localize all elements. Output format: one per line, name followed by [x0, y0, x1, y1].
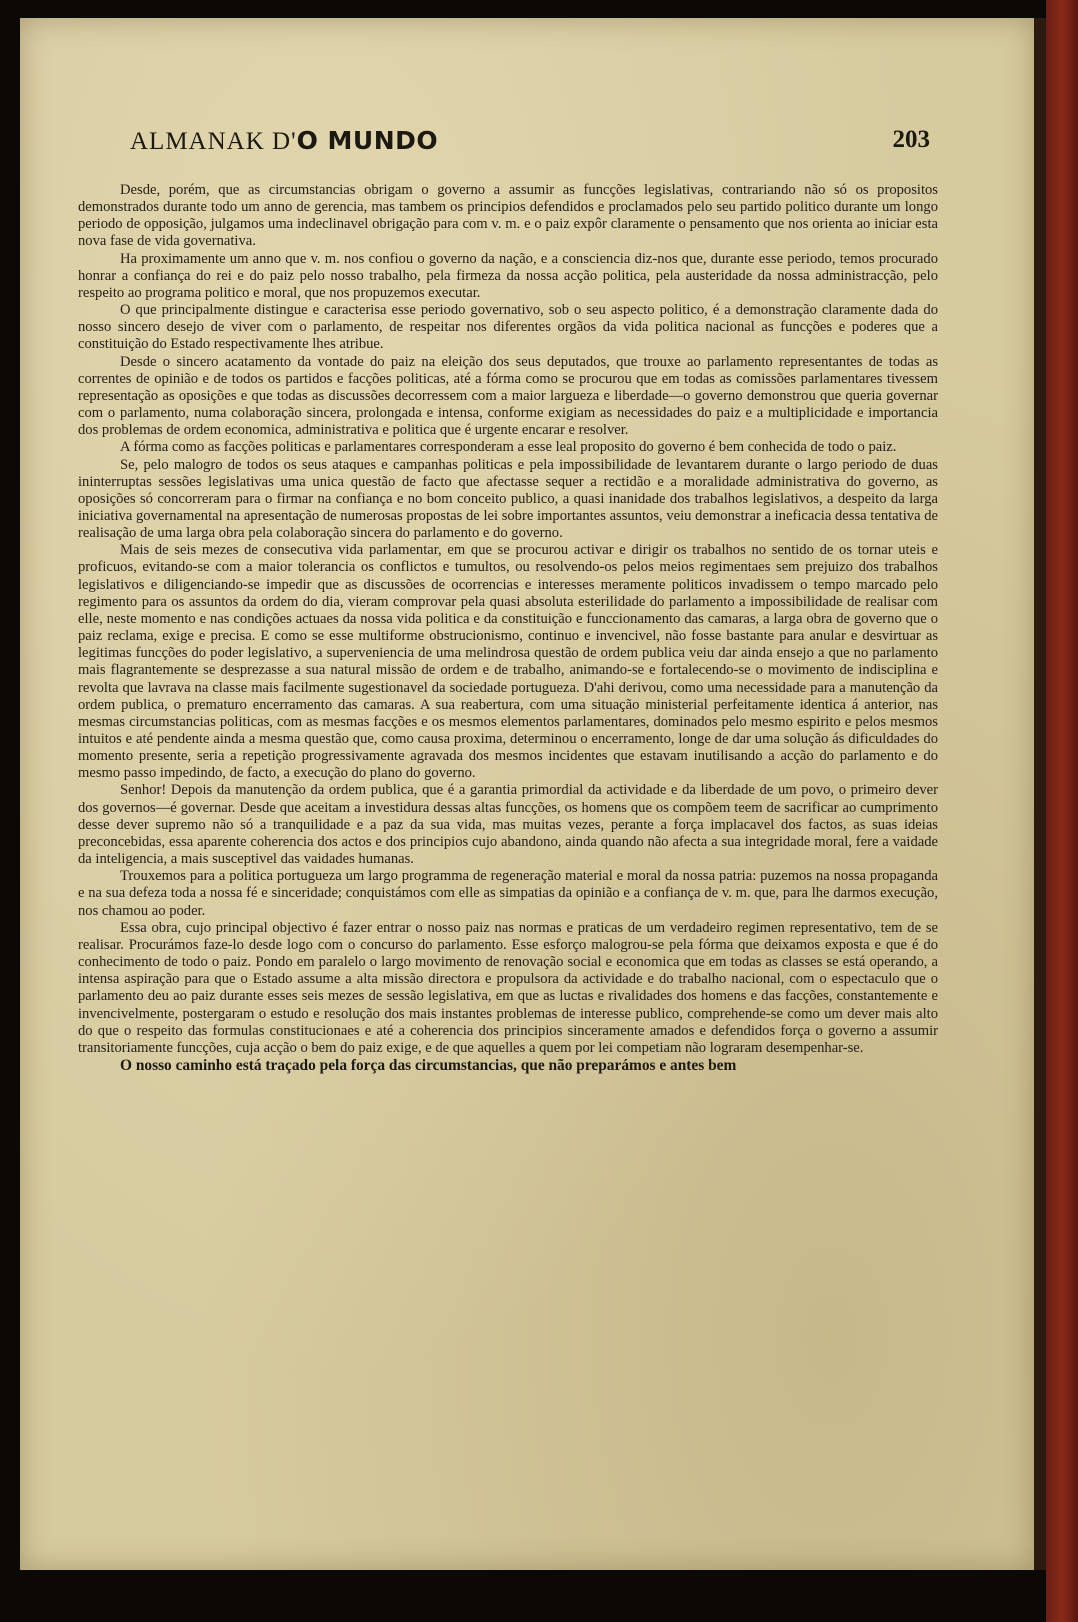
page-number: 203: [892, 126, 930, 153]
paragraph: Senhor! Depois da manutenção da ordem publica, que é a garantia primordial da actividade e da liberdade de um povo, o primeiro dever dos governos—é governar. Desde que aceitam a investidura dessas altas funcções, os homens que os compõem teem de sacrificar ao cumprimento desse dever supremo não só a tranquilidade e a paz da sua vida, mas muitas vezes, perante a força implacavel dos factos, as suas ideias preconcebidas, essa aparente coherencia dos actos e dos principios cujo abandono, ainda quando não afecta a sua integridade moral, fere a vaidade da inteligencia, a mais susceptivel das vaidades humanas.: [78, 782, 938, 868]
book-cover-edge: [1046, 0, 1078, 1622]
running-title-brand: O MUNDO: [296, 126, 439, 155]
paragraph: Ha proximamente um anno que v. m. nos confiou o governo da nação, e a consciencia diz-nos que, durante esse periodo, temos procurado honrar a confiança do rei e do paiz pelo nosso trabalho, pela firmeza da nossa acção politica, pela austeridade da nossa administracção, pelo respeito ao programa politico e moral, que nos propuzemos executar.: [78, 250, 938, 301]
paragraph: Essa obra, cujo principal objectivo é fazer entrar o nosso paiz nas normas e praticas de um verdadeiro regimen representativo, tem de se realisar. Procurámos faze-lo desde logo com o concurso do parlamento. Esse esforço malogrou-se pela fórma que deixamos exposta e que é do conhecimento de todo o paiz. Pondo em paralelo o largo movimento de renovação social e economica que em todas as classes se está operando, a intensa aspiração para que o Estado assume a alta missão directora e propulsora da actividade e do trabalho nacional, com o espectaculo que o parlamento deu ao paiz durante esses seis mezes de sessão legislativa, em que as luctas e rivalidades dos homens e das facções, constantemente e invencivelmente, postergaram o estudo e resolução dos mais instantes problemas de interesse publico, comprehende-se como um dever mais alto do que o respeito das formulas constitucionaes e até a coherencia dos principios sinceramente amados e defendidos força o governo a assumir transitoriamente funcções, cuja acção o bem do paiz exige, e de que aquelles a quem por lei competiam não lograram desempenhar-se.: [78, 919, 938, 1056]
running-title: [130, 126, 438, 156]
page-gutter-shadow: [1034, 18, 1046, 1570]
article-body: [78, 182, 938, 1074]
paragraph: Se, pelo malogro de todos os seus ataques e campanhas politicas e pela impossibilidade de levantarem durante o largo periodo de duas ininterruptas sessões legislativas uma unica questão de facto que afectasse sequer a rectidão e a moralidade administrativa do governo, as oposições só concorreram para o firmar na confiança e no bom conceito publico, a quasi inanidade dos trabalhos legislativos, a despeito da larga iniciativa governamental na apresentação de numerosas propostas de lei sobre importantes assuntos, veiu demonstrar a ineficacia dessa tentativa de realisação de uma larga obra pela colaboração sincera do parlamento e do governo.: [78, 456, 938, 542]
paragraph: O que principalmente distingue e caracterisa esse periodo governativo, sob o seu aspecto politico, é a demonstração claramente dada do nosso sincero desejo de viver com o parlamento, de respeitar nos diferentes orgãos da vida politica nacional as funcções e poderes que a constituição do Estado respectivamente lhes atribue.: [78, 302, 938, 353]
paragraph: Desde o sincero acatamento da vontade do paiz na eleição dos seus deputados, que trouxe ao parlamento representantes de todas as correntes de opinião e de todos os partidos e facções politicas, até a fórma como se procurou que em todas as comissões parlamentares tivessem representação as oposições e que todas as discussões decorressem com a maior largueza e liberdade—o governo demonstrou que queria governar com o parlamento, numa colaboração sincera, prolongada e intensa, conforme exigiam as necessidades do paiz e a multiplicidade e importancia dos problemas de ordem economica, administrativa e politica que é urgente encarar e resolver.: [78, 353, 938, 439]
paragraph: Desde, porém, que as circumstancias obrigam o governo a assumir as funcções legislativas, contrariando não só os propositos demonstrados durante todo um anno de gerencia, mas tambem os principios defendidos e proclamados pelo seu partido politico durante um longo periodo de opposição, julgamos uma indeclinavel obrigação para com v. m. e o paiz expôr claramente o pensamento que nos orienta ao iniciar esta nova fase de vida governativa.: [78, 182, 938, 250]
paragraph-final-line: O nosso caminho está traçado pela força das circumstancias, que não preparámos e antes bem: [120, 1056, 737, 1074]
paragraph: A fórma como as facções politicas e parlamentares corresponderam a esse leal proposito do governo é bem conhecida de todo o paiz.: [120, 439, 897, 456]
paragraph: Mais de seis mezes de consecutiva vida parlamentar, em que se procurou activar e dirigir os trabalhos no sentido de os tornar uteis e proficuos, evitando-se com a maior tolerancia os conflictos e tumultos, ou resolvendo-os pelos meios regimentaes sem prejuizo dos trabalhos legislativos e diligenciando-se impedir que as discussões de ocorrencias e interesses meramente politicos invadissem o tempo marcado pelo regimento para os assuntos da ordem do dia, vieram comprovar pela quasi absoluta esterilidade do parlamento a impossibilidade de realisar com elle, neste momento e nas condições actuaes da nossa vida politica e da constituição e funccionamento das camaras, a larga obra de governo que o paiz reclama, exige e precisa. E como se esse multiforme obstrucionismo, continuo e invencivel, não fosse bastante para anular e desvirtuar as legitimas funcções do poder legislativo, a superveniencia de uma melindrosa questão de ordem publica veiu dar ainda ensejo a que no parlamento mais flagrantemente se desprezasse a sua natural missão de ordem e de trabalho, animando-se e fortalecendo-se o movimento de indisciplina e revolta que lavrava na classe mais facilmente sugestionavel da sociedade portugueza. D'ahi derivou, como uma necessidade para a manutenção da ordem publica, o prematuro encerramento das camaras. A sua reabertura, com uma situação ministerial perfeitamente identica á anterior, nas mesmas circumstancias politicas, com as mesmas facções e os mesmos elementos parlamentares, dominados pelo mesmo espirito e pelos mesmos intuitos e até pendente ainda a mesma questão que, como causa proxima, determinou o encerramento, longe de dar uma solução ás dificuldades do momento presente, seria a repetição progressivamente agravada dos mesmos incidentes que estavam inutilisando a acção do parlamento e do mesmo passo impedindo, de facto, a execução do plano do governo.: [78, 542, 938, 782]
page-header: [130, 126, 930, 160]
running-title-prefix: ALMANAK D': [130, 128, 297, 155]
paragraph: Trouxemos para a politica portugueza um largo programma de regeneração material e moral da nossa patria: puzemos na nossa propaganda e na sua defeza toda a nossa fé e sinceridade; conquistámos com elle as simpatias da opinião e a confiança de v. m. que, para lhe darmos execução, nos chamou ao poder.: [78, 868, 938, 919]
